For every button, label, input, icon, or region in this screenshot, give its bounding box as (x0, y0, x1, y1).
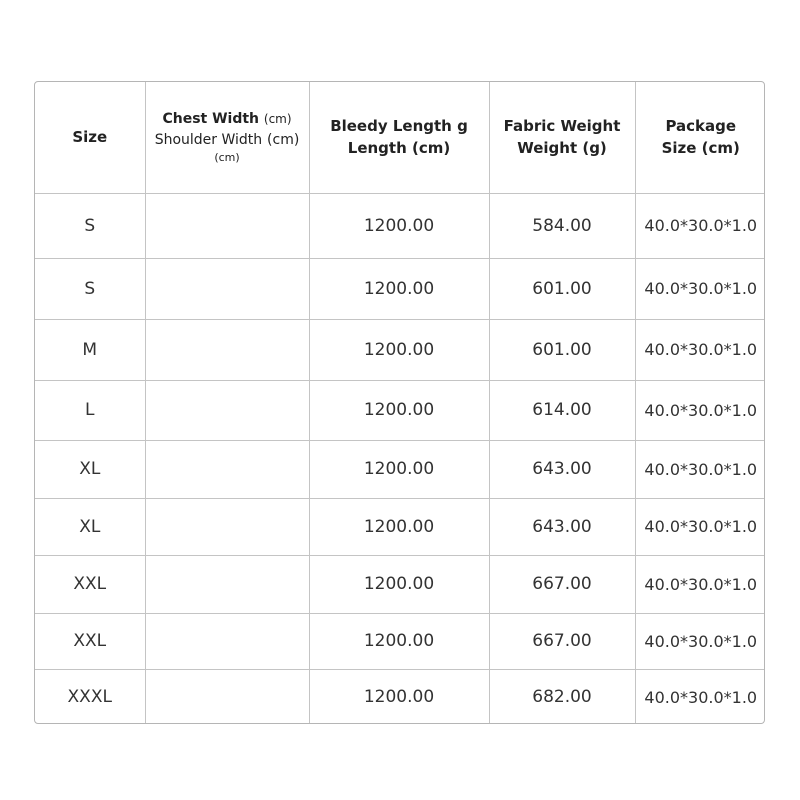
cell-weight: 667.00 (489, 555, 635, 613)
header-weight-line2: Weight (g) (517, 139, 607, 158)
cell-package: 40.0*30.0*1.0 (635, 319, 765, 380)
cell-length: 1200.00 (309, 498, 489, 555)
cell-chest (145, 613, 309, 669)
cell-package: 40.0*30.0*1.0 (635, 193, 765, 258)
cell-weight: 614.00 (489, 380, 635, 440)
cell-size: XXL (35, 613, 145, 669)
cell-chest (145, 319, 309, 380)
header-weight-line1: Fabric Weight (503, 117, 621, 136)
header-chest-line (146, 109, 309, 130)
cell-weight: 643.00 (489, 440, 635, 498)
header-package-line1: Package (665, 117, 737, 136)
cell-size: XL (35, 440, 145, 498)
cell-chest (145, 669, 309, 724)
header-chest-shoulder (145, 82, 309, 193)
cell-length: 1200.00 (309, 669, 489, 724)
table-row (35, 319, 765, 380)
header-chest-label: Chest Width (162, 111, 260, 128)
cell-package: 40.0*30.0*1.0 (635, 380, 765, 440)
cell-weight: 682.00 (489, 669, 635, 724)
table-row (35, 669, 765, 724)
cell-length: 1200.00 (309, 380, 489, 440)
table-row (35, 498, 765, 555)
header-length (309, 82, 489, 193)
cell-chest (145, 555, 309, 613)
cell-length: 1200.00 (309, 555, 489, 613)
header-size (35, 82, 145, 193)
table-row (35, 380, 765, 440)
header-package-line2: Size (cm) (661, 139, 740, 158)
cell-package: 40.0*30.0*1.0 (635, 440, 765, 498)
cell-weight: 667.00 (489, 613, 635, 669)
cell-length: 1200.00 (309, 613, 489, 669)
cell-package: 40.0*30.0*1.0 (635, 555, 765, 613)
cell-weight: 643.00 (489, 498, 635, 555)
cell-length: 1200.00 (309, 258, 489, 319)
size-chart-table (34, 81, 765, 724)
header-length-line1: Bleedy Length g (330, 117, 468, 136)
header-package (635, 82, 765, 193)
cell-weight: 601.00 (489, 258, 635, 319)
cell-size: S (35, 193, 145, 258)
table-row (35, 193, 765, 258)
cell-size: M (35, 319, 145, 380)
table-row (35, 440, 765, 498)
table-row (35, 258, 765, 319)
header-row (35, 82, 765, 193)
cell-length: 1200.00 (309, 193, 489, 258)
cell-size: XXXL (35, 669, 145, 724)
cell-weight: 601.00 (489, 319, 635, 380)
cell-package: 40.0*30.0*1.0 (635, 613, 765, 669)
cell-size: XXL (35, 555, 145, 613)
header-size-label: Size (72, 128, 108, 147)
cell-package: 40.0*30.0*1.0 (635, 258, 765, 319)
table-row (35, 613, 765, 669)
header-weight (489, 82, 635, 193)
cell-weight: 584.00 (489, 193, 635, 258)
cell-chest (145, 498, 309, 555)
header-shoulder-line (146, 130, 309, 151)
header-shoulder-unit-2: (cm) (214, 151, 240, 165)
cell-length: 1200.00 (309, 440, 489, 498)
table-row (35, 555, 765, 613)
header-shoulder-label: Shoulder Width (154, 132, 263, 149)
cell-package: 40.0*30.0*1.0 (635, 498, 765, 555)
cell-size: XL (35, 498, 145, 555)
header-length-line2: Length (cm) (347, 139, 451, 158)
cell-length: 1200.00 (309, 319, 489, 380)
cell-chest (145, 258, 309, 319)
cell-chest (145, 193, 309, 258)
cell-size: L (35, 380, 145, 440)
cell-chest (145, 380, 309, 440)
size-table (35, 82, 765, 724)
cell-package: 40.0*30.0*1.0 (635, 669, 765, 724)
header-shoulder-unit: (cm) (267, 132, 300, 149)
cell-size: S (35, 258, 145, 319)
header-chest-unit: (cm) (263, 112, 292, 127)
cell-chest (145, 440, 309, 498)
